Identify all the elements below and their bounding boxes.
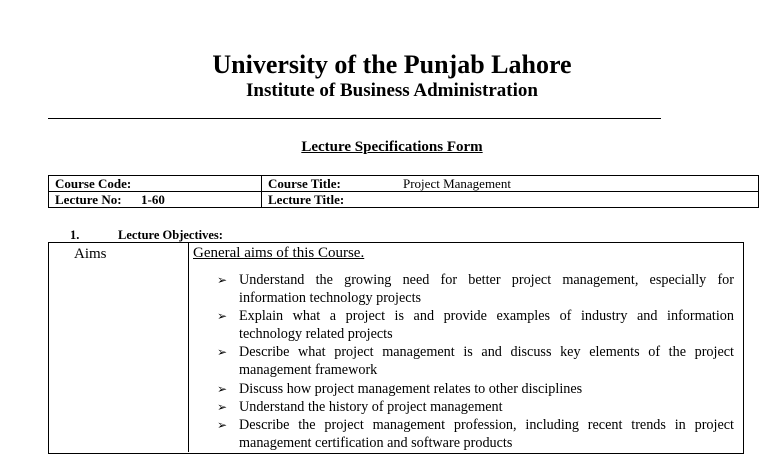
objectives-heading <box>70 228 223 242</box>
lecture-no-cell <box>49 192 262 208</box>
list-item <box>217 271 734 307</box>
list-item-text: Describe the project management profession, including recent trends in project management certification and software products <box>239 416 734 451</box>
arrow-bullet-icon: ➢ <box>217 273 228 287</box>
list-item-text: Understand the history of project management <box>239 398 503 415</box>
course-info-table <box>48 175 759 208</box>
arrow-bullet-icon: ➢ <box>217 345 228 360</box>
list-item <box>217 307 734 343</box>
lecture-title-cell <box>262 192 759 208</box>
course-code-label: Course Code: <box>55 176 132 191</box>
list-item <box>217 398 734 416</box>
lecture-no-value: 1-60 <box>141 192 165 207</box>
list-item <box>217 343 734 379</box>
list-item-text: Discuss how project management relates to other disciplines <box>239 380 583 397</box>
lecture-no-label: Lecture No: <box>55 192 122 207</box>
course-title-value: Project Management <box>403 176 511 191</box>
table-row <box>49 192 759 208</box>
objectives-number: 1. <box>70 228 80 242</box>
header-divider <box>48 118 661 119</box>
arrow-bullet-icon: ➢ <box>217 399 228 414</box>
objectives-heading-text: Lecture Objectives: <box>118 228 223 242</box>
list-item-text: Explain what a project is and provide examples of industry and information technology related projects <box>239 308 734 343</box>
institute-title: Institute of Business Administration <box>246 80 538 101</box>
form-title: Lecture Specifications Form <box>301 139 483 155</box>
objectives-column-divider <box>188 242 189 452</box>
course-code-cell <box>49 176 262 192</box>
course-title-cell <box>262 176 759 192</box>
aims-label: Aims <box>74 246 107 262</box>
general-aims-heading: General aims of this Course. <box>193 245 365 261</box>
list-item-text: Describe what project management is and discuss key elements of the project management framework <box>239 344 734 379</box>
table-row <box>49 176 759 192</box>
list-item-text: Understand the growing need for better project management, especially for information technology projects <box>239 272 734 307</box>
arrow-bullet-icon: ➢ <box>217 309 228 324</box>
arrow-bullet-icon: ➢ <box>217 381 228 396</box>
list-item <box>217 380 734 398</box>
arrow-bullet-icon: ➢ <box>217 417 228 432</box>
aims-list <box>217 271 734 452</box>
university-title: University of the Punjab Lahore <box>212 50 572 79</box>
lecture-title-label: Lecture Title: <box>268 192 345 207</box>
list-item <box>217 416 734 452</box>
course-title-label: Course Title: <box>268 176 341 191</box>
